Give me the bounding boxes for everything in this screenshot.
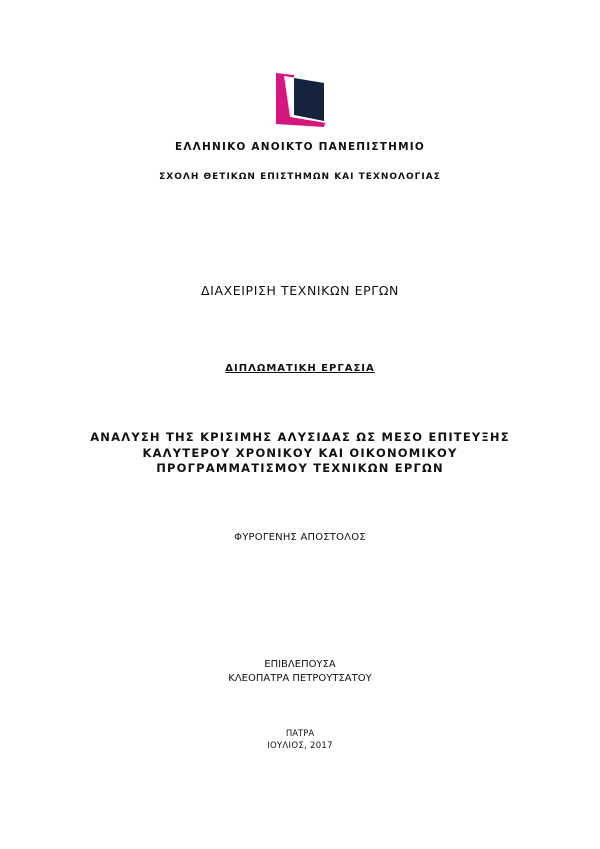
author-name: ΦΥΡΟΓΕΝΗΣ ΑΠΟΣΤΟΛΟΣ <box>234 532 366 543</box>
eap-logo-icon <box>276 73 326 127</box>
thesis-title <box>0 430 600 477</box>
thesis-title-line: ΠΡΟΓΡΑΜΜΑΤΙΣΜΟΥ ΤΕΧΝΙΚΩΝ ΕΡΓΩΝ <box>156 461 444 475</box>
supervisor-label: ΕΠΙΒΛΕΠΟΥΣΑ <box>264 659 336 670</box>
school-name: ΣΧΟΛΗ ΘΕΤΙΚΩΝ ΕΠΙΣΤΗΜΩΝ ΚΑΙ ΤΕΧΝΟΛΟΓΙΑΣ <box>159 172 441 182</box>
date: ΙΟΥΛΙΟΣ, 2017 <box>267 741 333 751</box>
thesis-title-line: ΑΝΑΛΥΣΗ ΤΗΣ ΚΡΙΣΙΜΗΣ ΑΛΥΣΙΔΑΣ ΩΣ ΜΕΣΟ ΕΠΙΤΕΥΞΗΣ <box>90 430 510 444</box>
program-name: ΔΙΑΧΕΙΡΙΣΗ ΤΕΧΝΙΚΩΝ ΕΡΓΩΝ <box>201 283 399 298</box>
university-name: ΕΛΛΗΝΙΚΟ ΑΝΟΙΚΤΟ ΠΑΝΕΠΙΣΤΗΜΙΟ <box>174 141 426 153</box>
city: ΠΑΤΡΑ <box>285 729 315 739</box>
supervisor-name: ΚΛΕΟΠΑΤΡΑ ΠΕΤΡΟΥΤΣΑΤΟΥ <box>228 673 372 684</box>
thesis-title-line: ΚΑΛΥΤΕΡΟΥ ΧΡΟΝΙΚΟΥ ΚΑΙ ΟΙΚΟΝΟΜΙΚΟΥ <box>142 445 458 460</box>
document-type: ΔΙΠΛΩΜΑΤΙΚΗ ΕΡΓΑΣΙΑ <box>225 363 375 374</box>
